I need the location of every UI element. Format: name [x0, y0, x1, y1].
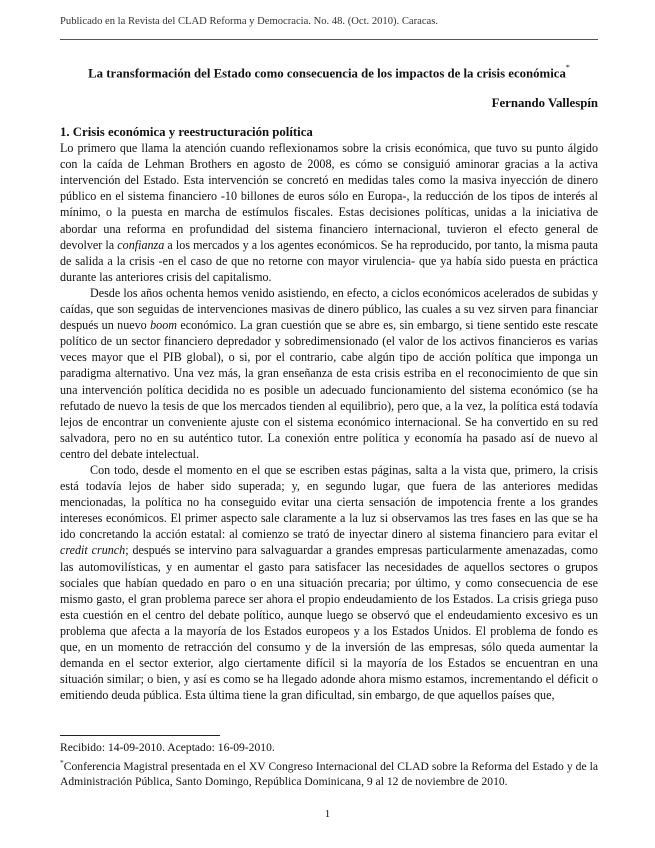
conference-footnote: *Conferencia Magistral presentada en el XV Congreso Internacional del CLAD sobre la Reforma del Estado y de la Administración Pública, Santo Domingo, República Dominicana, 9 al 12 de noviembre de 2010.	[60, 758, 598, 789]
paragraph-1: Lo primero que llama la atención cuando reflexionamos sobre la crisis económica, que tuvo su punto álgido con la caída de Lehman Brothers en agosto de 2008, es cómo se consiguió aminorar gracias a la activa intervención del Estado. Esta intervención se concretó en medidas tales como la masiva inyección de dinero público en el sistema financiero -10 billones de euros sólo en Europa-, la reducción de los tipos de interés al mínimo, o la puesta en marcha de estímulos fiscales. Estas decisiones políticas, unidas a la iniciativa de abordar una reforma en profundidad del sistema financiero internacional, tuvieron el efecto general de devolver la confianza a los mercados y a los agentes económicos. Se ha reproducido, por tanto, la misma pauta de salida a la crisis -en el caso de que no retorne con mayor virulencia- que ya había sido puesta en práctica durante las anteriores crisis del capitalismo.	[60, 141, 598, 284]
footnote-divider	[60, 735, 220, 736]
article-title-text: La transformación del Estado como consecuencia de los impactos de la crisis económica	[88, 66, 566, 81]
title-footnote-mark[interactable]: *	[565, 63, 570, 72]
emphasis-boom: boom	[150, 318, 177, 333]
footnotes	[60, 740, 598, 789]
article-title	[60, 65, 598, 81]
emphasis-credit-crunch: credit crunch	[60, 543, 126, 558]
received-note: Recibido: 14-09-2010. Aceptado: 16-09-2010.	[60, 741, 275, 754]
author-name: Fernando Vallespín	[491, 96, 598, 110]
emphasis-confianza: confianza	[117, 237, 165, 252]
paragraph-3: Con todo, desde el momento en el que se escriben estas páginas, salta a la vista que, primero, la crisis está todavía lejos de haber sido superada; y, en segundo lugar, que fuera de las anteriores medidas mencionadas, la política no ha conseguido evitar una cierta sensación de impotencia frente a los grandes intereses económicos. El primer aspecto sale claramente a la luz si observamos las tres fases en las que se ha ido concretando la acción estatal: al comienzo se trató de inyectar dinero al sistema financiero para evitar el credit crunch; después se intervino para salvaguardar a grandes empresas particularmente amenazadas, como las automovilísticas, y en aumentar el gasto para satisfacer las necesidades de aquellos sectores o grupos sociales que habían quedado en paro o en una situación precaria; por último, y como consecuencia de ese mismo gasto, el gran problema parece ser ahora el propio endeudamiento de los Estados. La crisis griega puso esta cuestión en el centro del debate político, aunque luego se observó que el endeudamiento excesivo es un problema que afecta a la mayoría de los Estados europeos y a los Estados Unidos. El problema de fondo es que, en un momento de retracción del consumo y de la inversión de las empresas, sólo queda aumentar la demanda en el sector exterior, algo ciertamente difícil si la mayoría de los Estados se encuentran en una situación similar; o bien, y así es como se ha llegado adonde ahora mismo estamos, incrementando el déficit o emitiendo deuda pública. Esta última tiene la gran dificultad, sin embargo, de que aquellos países que,	[60, 462, 598, 703]
paragraph-2: Desde los años ochenta hemos venido asistiendo, en efecto, a ciclos económicos acelerados de subidas y caídas, que son seguidas de intervenciones masivas de dinero público, las cuales a su vez sirven para financiar después un nuevo boom económico. La gran cuestión que se abre es, sin embargo, si tiene sentido este rescate político de un sector financiero depredador y sobredimensionado (el valor de los activos financieros es varias veces mayor que el PIB global), o si, por el contrario, cabe algún tipo de acción política que imponga un paradigma alternativo. Una vez más, la gran enseñanza de esta crisis estriba en el reconocimiento de que sin una intervención política decidida no es posible un adecuado funcionamiento del sistema económico (se ha refutado de nuevo la tesis de que los mercados tienden al equilibrio), pero que, a la vez, la política está todavía lejos de encontrar un conveniente ajuste con el sistema económico internacional. Se ha convertido en su red salvadora, pero no en su auténtico tutor. La conexión entre política y economía ha pasado así de nuevo al centro del debate intelectual.	[60, 285, 598, 461]
page-number: 1	[324, 808, 331, 820]
running-head: Publicado en la Revista del CLAD Reforma y Democracia. No. 48. (Oct. 2010). Caracas.	[60, 16, 439, 27]
footnote-mark: *	[60, 758, 64, 768]
section-heading: 1. Crisis económica y reestructuración política	[60, 125, 313, 139]
article-body	[60, 124, 598, 703]
header-divider	[60, 39, 598, 40]
